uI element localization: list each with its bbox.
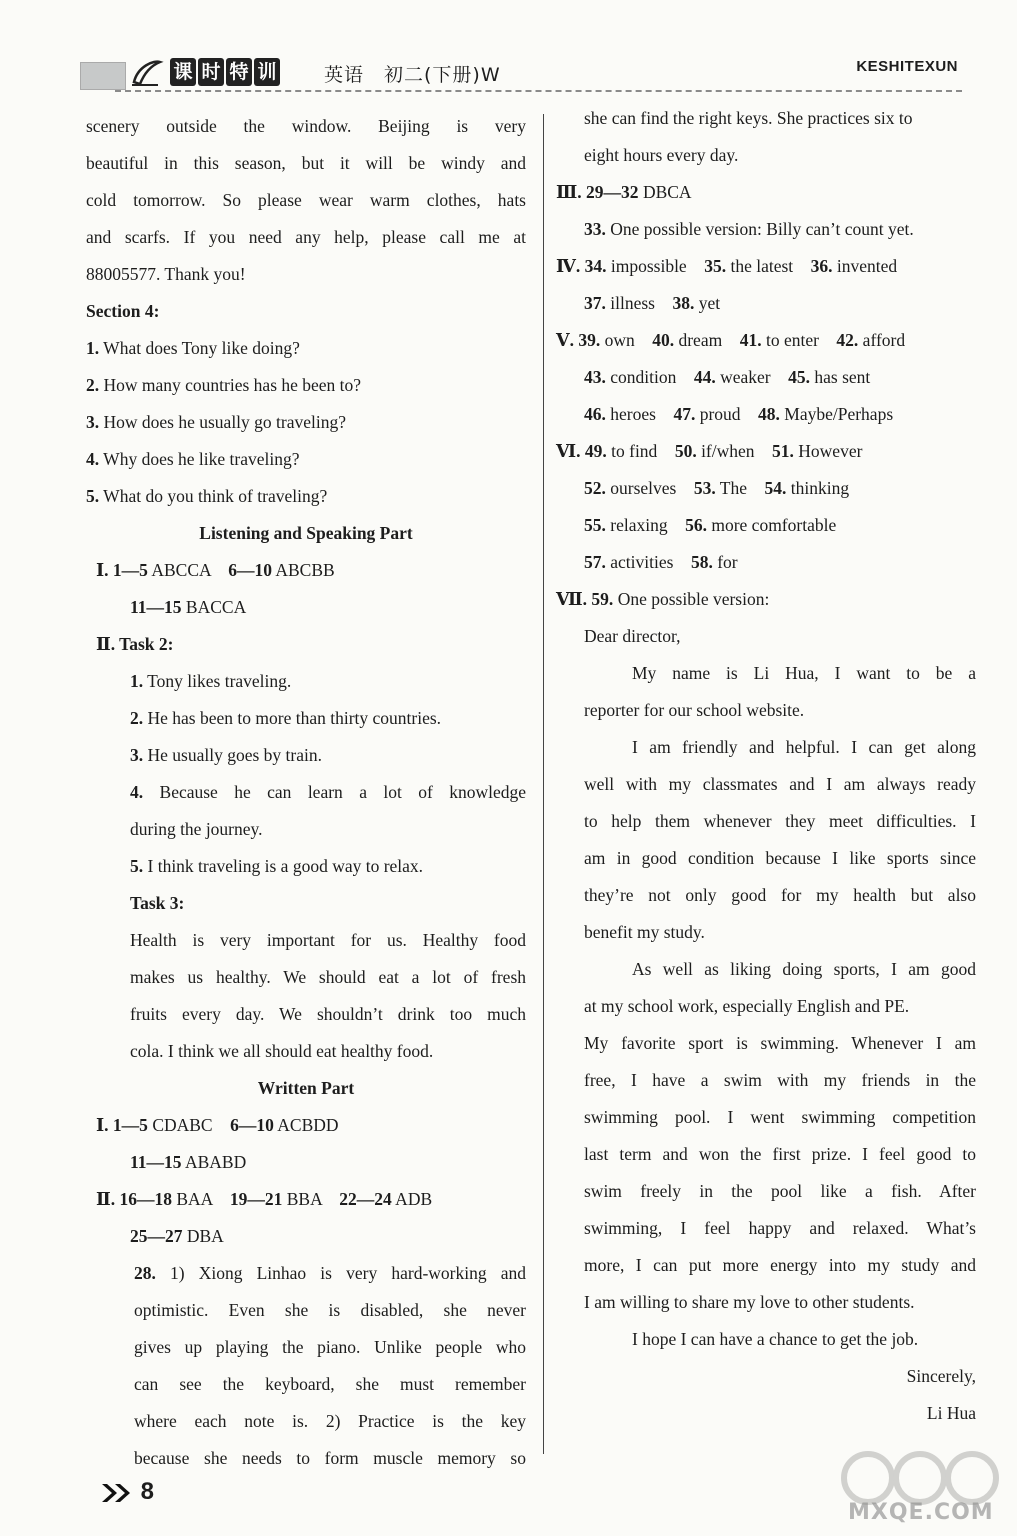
left-line: makes us healthy. We should eat a lot of fresh [130,967,526,987]
left-line: 5. What do you think of traveling? [86,486,328,506]
right-line: reporter for our school website. [584,700,805,720]
left-line: cold tomorrow. So please wear warm clothes, hats [86,190,526,210]
right-line: Ⅶ. 59. One possible version: [556,589,770,609]
right-line: I hope I can have a chance to get the job. [632,1329,919,1349]
left-line: 2. He has been to more than thirty countries. [130,708,442,728]
right-line: I am willing to share my love to other students. [584,1292,915,1312]
left-line: Task 3: [130,893,185,913]
right-line: free, I have a swim with my friends in the [584,1070,976,1090]
right-line: am in good condition because I like sports since [584,848,976,868]
page-header [80,52,962,92]
left-line: where each note is. 2) Practice is the key [134,1411,526,1431]
right-line: 43. condition 44. weaker 45. has sent [584,367,871,387]
left-line: 2. How many countries has he been to? [86,375,362,395]
right-line: to help them whenever they meet difficulties. I [584,811,976,831]
left-line: Ⅱ. Task 2: [96,634,174,654]
brand-char: 时 [198,58,224,86]
brand-pinyin: KESHITEXUN [856,58,958,75]
left-line: Ⅰ. 1—5 CDABC 6—10 ACBDD [96,1115,339,1135]
brand-logo [170,58,280,86]
right-line: 57. activities 58. for [584,552,738,572]
right-line: Ⅴ. 39. own 40. dream 41. to enter 42. afford [556,330,906,350]
right-column [556,100,976,1432]
right-line: swimming pool. I went swimming competition [584,1107,976,1127]
header-divider [115,90,962,92]
right-line: swim freely in the pool like a fish. After [584,1181,976,1201]
left-line: 88005577. Thank you! [86,264,246,284]
right-line: My favorite sport is swimming. Whenever I am [584,1033,976,1053]
left-column [86,108,526,1477]
right-line: I am friendly and helpful. I can get along [632,737,976,757]
right-line: more, I can put more energy into my study and [584,1255,976,1275]
book-cover-thumbnail [80,62,126,90]
pen-swirl-icon [130,56,164,88]
left-line: 11—15 ABABD [130,1152,247,1172]
left-line: 4. Why does he like traveling? [86,449,300,469]
left-line: 1. What does Tony like doing? [86,338,300,358]
left-line: Section 4: [86,301,160,321]
right-line: eight hours every day. [584,145,739,165]
left-line: 3. He usually goes by train. [130,745,322,765]
right-line: well with my classmates and I am always ready [584,774,976,794]
left-line: 28. 1) Xiong Linhao is very hard-working and [134,1263,526,1283]
left-line: 5. I think traveling is a good way to relax. [130,856,424,876]
left-line: during the journey. [130,819,263,839]
right-line: My name is Li Hua, I want to be a [632,663,976,683]
right-line: 52. ourselves 53. The 54. thinking [584,478,850,498]
brand-char: 特 [226,58,252,86]
right-line: 46. heroes 47. proud 48. Maybe/Perhaps [584,404,894,424]
left-line: 11—15 BACCA [130,597,247,617]
right-line: Sincerely, [906,1366,976,1386]
right-line: Li Hua [926,1403,976,1423]
left-line: Ⅰ. 1—5 ABCCA 6—10 ABCBB [96,560,335,580]
right-line: 33. One possible version: Billy can’t count yet. [584,219,914,239]
page-footer [100,1478,154,1506]
right-line: benefit my study. [584,922,705,942]
left-line: Ⅱ. 16—18 BAA 19—21 BBA 22—24 ADB [96,1189,433,1209]
page-number: 8 [140,1478,155,1505]
column-divider [543,114,544,1454]
right-line: swimming, I feel happy and relaxed. What’s [584,1218,976,1238]
right-line: they’re not only good for my health but also [584,885,976,905]
right-line: Ⅵ. 49. to find 50. if/when 51. However [556,441,863,461]
subject-grade: 英语 初二(下册)W [324,64,501,86]
left-line: and scarfs. If you need any help, please call me at [86,227,526,247]
right-line: Ⅳ. 34. impossible 35. the latest 36. invented [556,256,898,276]
right-line: last term and won the first prize. I feel good to [584,1144,976,1164]
left-line: fruits every day. We shouldn’t drink too much [130,1004,526,1024]
right-line: Dear director, [584,626,681,646]
brand-char: 课 [170,58,196,86]
left-line: optimistic. Even she is disabled, she never [134,1300,526,1320]
right-line: she can find the right keys. She practices six to [584,108,913,128]
left-line: 3. How does he usually go traveling? [86,412,347,432]
left-line: can see the keyboard, she must remember [134,1374,526,1394]
watermark-text: MXQE.COM [848,1500,994,1525]
left-line: 25—27 DBA [130,1226,224,1246]
left-line: Health is very important for us. Healthy food [130,930,526,950]
left-line: because she needs to form muscle memory so [134,1448,526,1468]
left-line: Listening and Speaking Part [199,523,413,543]
brand-char: 训 [254,58,280,86]
left-line: scenery outside the window. Beijing is very [86,116,526,136]
right-line: Ⅲ. 29—32 DBCA [556,182,692,202]
left-line: gives up playing the piano. Unlike people who [134,1337,526,1357]
left-line: beautiful in this season, but it will be windy and [86,153,526,173]
right-line: at my school work, especially English and PE. [584,996,910,1016]
right-line: 55. relaxing 56. more comfortable [584,515,837,535]
right-line: As well as liking doing sports, I am good [632,959,976,979]
left-line: 1. Tony likes traveling. [130,671,292,691]
left-line: 4. Because he can learn a lot of knowledge [130,782,526,802]
left-line: Written Part [257,1078,355,1098]
left-line: cola. I think we all should eat healthy food. [130,1041,434,1061]
double-chevron-icon [100,1482,134,1504]
right-line: 37. illness 38. yet [584,293,721,313]
